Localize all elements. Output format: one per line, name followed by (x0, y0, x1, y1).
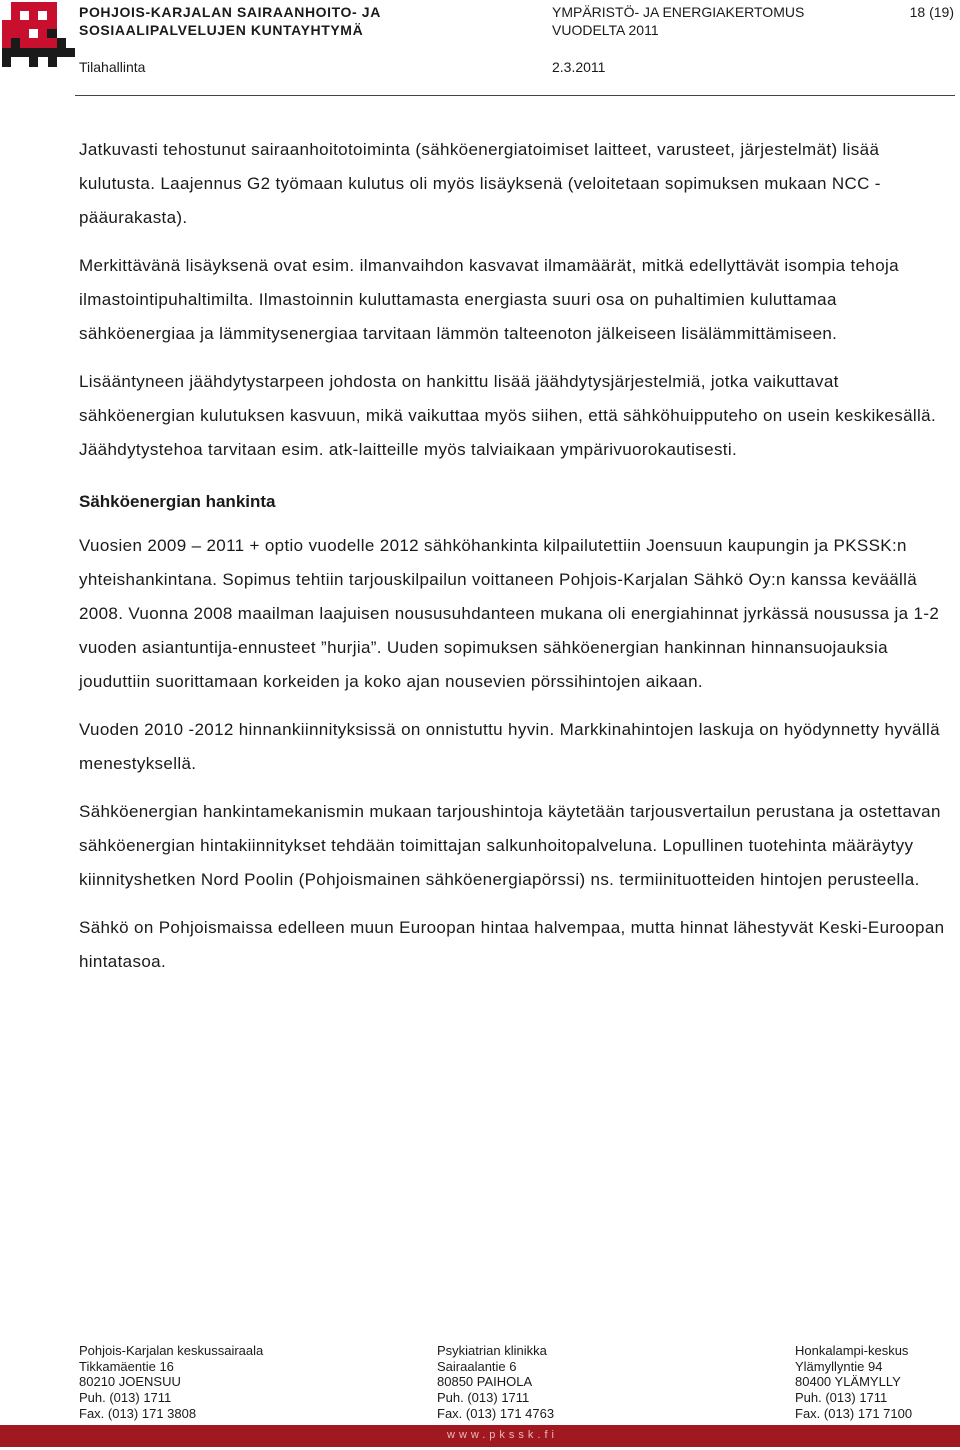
paragraph-cooling: Lisääntyneen jäähdytystarpeen johdosta on hankittu lisää jäähdytysjärjestelmiä, jotka vaikuttavat sähköenergian kulutuksen kasvuun, mikä vaikuttaa myös siihen, että sähköhuipputeho on usein keskikesällä. Jäähdytystehoa tarvitaan esim. atk-laitteille myös talviaikaan ympärivuorokautisesti. (79, 372, 937, 459)
department-name: Tilahallinta (79, 59, 146, 75)
footer-line: Psykiatrian klinikka (437, 1343, 547, 1358)
document-title-line1: YMPÄRISTÖ- JA ENERGIAKERTOMUS (552, 4, 805, 20)
paragraph-procurement-contract: Vuosien 2009 – 2011 + optio vuodelle 2012 sähköhankinta kilpailutettiin Joensuun kaupungin ja PKSSK:n yhteishankintana. Sopimus tehtiin tarjouskilpailun voittaneen Pohjois-Karjalan Sähkö Oy:n kanssa keväällä 2008. Vuonna 2008 maailman laajuisen noususuhdanteen mukana oli energiahinnat jyrkässä nousussa ja 1-2 vuoden asiantuntija-ennusteet ”hurjia”. Uuden sopimuksen sähköenergian hankinnan hinnansuojauksia jouduttiin suorittamaan korkeiden ja koko ajan nousevien pörssihintojen aikaan. (79, 536, 940, 691)
footer-line: Puh. (013) 1711 (79, 1390, 172, 1406)
footer-address-honkalampi-center (795, 1343, 912, 1422)
footer-line: Sairaalantie 6 (437, 1358, 517, 1374)
footer-line: Fax. (013) 171 3808 (79, 1405, 197, 1421)
footer-address-central-hospital (79, 1343, 263, 1422)
footer-line: Tikkamäentie 16 (79, 1358, 174, 1374)
document-body (79, 133, 949, 979)
document-date: 2.3.2011 (552, 59, 606, 75)
footer-line: Ylämyllyntie 94 (795, 1358, 883, 1374)
header-divider (75, 95, 955, 96)
footer-line: Pohjois-Karjalan keskussairaala (79, 1343, 264, 1358)
paragraph-procurement-mechanism: Sähköenergian hankintamekanismin mukaan tarjoushintoja käytetään tarjousvertailun perustana ja ostettavan sähköenergian hintakiinnitykset tehdään toimittajan salkunhoitopalveluna. Lopullinen tuotehinta määräytyy kiinnityshetken Nord Poolin (Pohjoismainen sähköenergiapörssi) ns. termiinituotteiden hintojen perusteella. (79, 802, 941, 889)
organization-logo (2, 2, 75, 67)
page-number: 18 (19) (909, 4, 954, 20)
paragraph-ventilation: Merkittävänä lisäyksenä ovat esim. ilmanvaihdon kasvavat ilmamäärät, mitkä edellyttävät isompia tehoja ilmastointipuhaltimilta. Ilmastoinnin kuluttamasta energiasta suuri osa on puhaltimien kuluttamaa sähköenergiaa ja lämmitysenergiaa tarvitaan lämmön talteenoton jälkeiseen lisälämmittämiseen. (79, 256, 899, 343)
paragraph-price-hedging: Vuoden 2010 -2012 hinnankiinnityksissä on onnistuttu hyvin. Markkinahintojen laskuja on hyödynnetty hyvällä menestyksellä. (79, 720, 940, 773)
document-title-line2: VUODELTA 2011 (552, 22, 659, 38)
footer-line: 80210 JOENSUU (79, 1374, 181, 1390)
organization-name-line2: SOSIAALIPALVELUJEN KUNTAYHTYMÄ (79, 22, 364, 38)
organization-name (79, 3, 381, 39)
section-heading-electricity-procurement: Sähköenergian hankinta (79, 492, 276, 511)
footer-line: Puh. (013) 1711 (437, 1390, 530, 1406)
organization-name-line1: POHJOIS-KARJALAN SAIRAANHOITO- JA (79, 4, 381, 20)
footer-line: Puh. (013) 1711 (795, 1390, 888, 1406)
paragraph-nordic-prices: Sähkö on Pohjoismaissa edelleen muun Euroopan hintaa halvempaa, mutta hinnat lähestyvät Keski-Euroopan hintatasoa. (79, 918, 945, 971)
footer-address-psychiatric-clinic (437, 1343, 554, 1422)
paragraph-consumption-growth: Jatkuvasti tehostunut sairaanhoitotoiminta (sähköenergiatoimiset laitteet, varusteet, järjestelmät) lisää kulutusta. Laajennus G2 työmaan kulutus oli myös lisäyksenä (veloitetaan sopimuksen mukaan NCC -pääurakasta). (79, 140, 881, 227)
website-url[interactable]: www.pkssk.fi (447, 1429, 558, 1441)
footer-line: Honkalampi-keskus (795, 1343, 909, 1358)
document-title (552, 3, 804, 39)
footer-url-bar (0, 1425, 960, 1447)
footer-line: Fax. (013) 171 7100 (795, 1405, 913, 1421)
footer-line: 80850 PAIHOLA (437, 1374, 533, 1390)
footer-line: 80400 YLÄMYLLY (795, 1374, 901, 1390)
footer-line: Fax. (013) 171 4763 (437, 1405, 555, 1421)
